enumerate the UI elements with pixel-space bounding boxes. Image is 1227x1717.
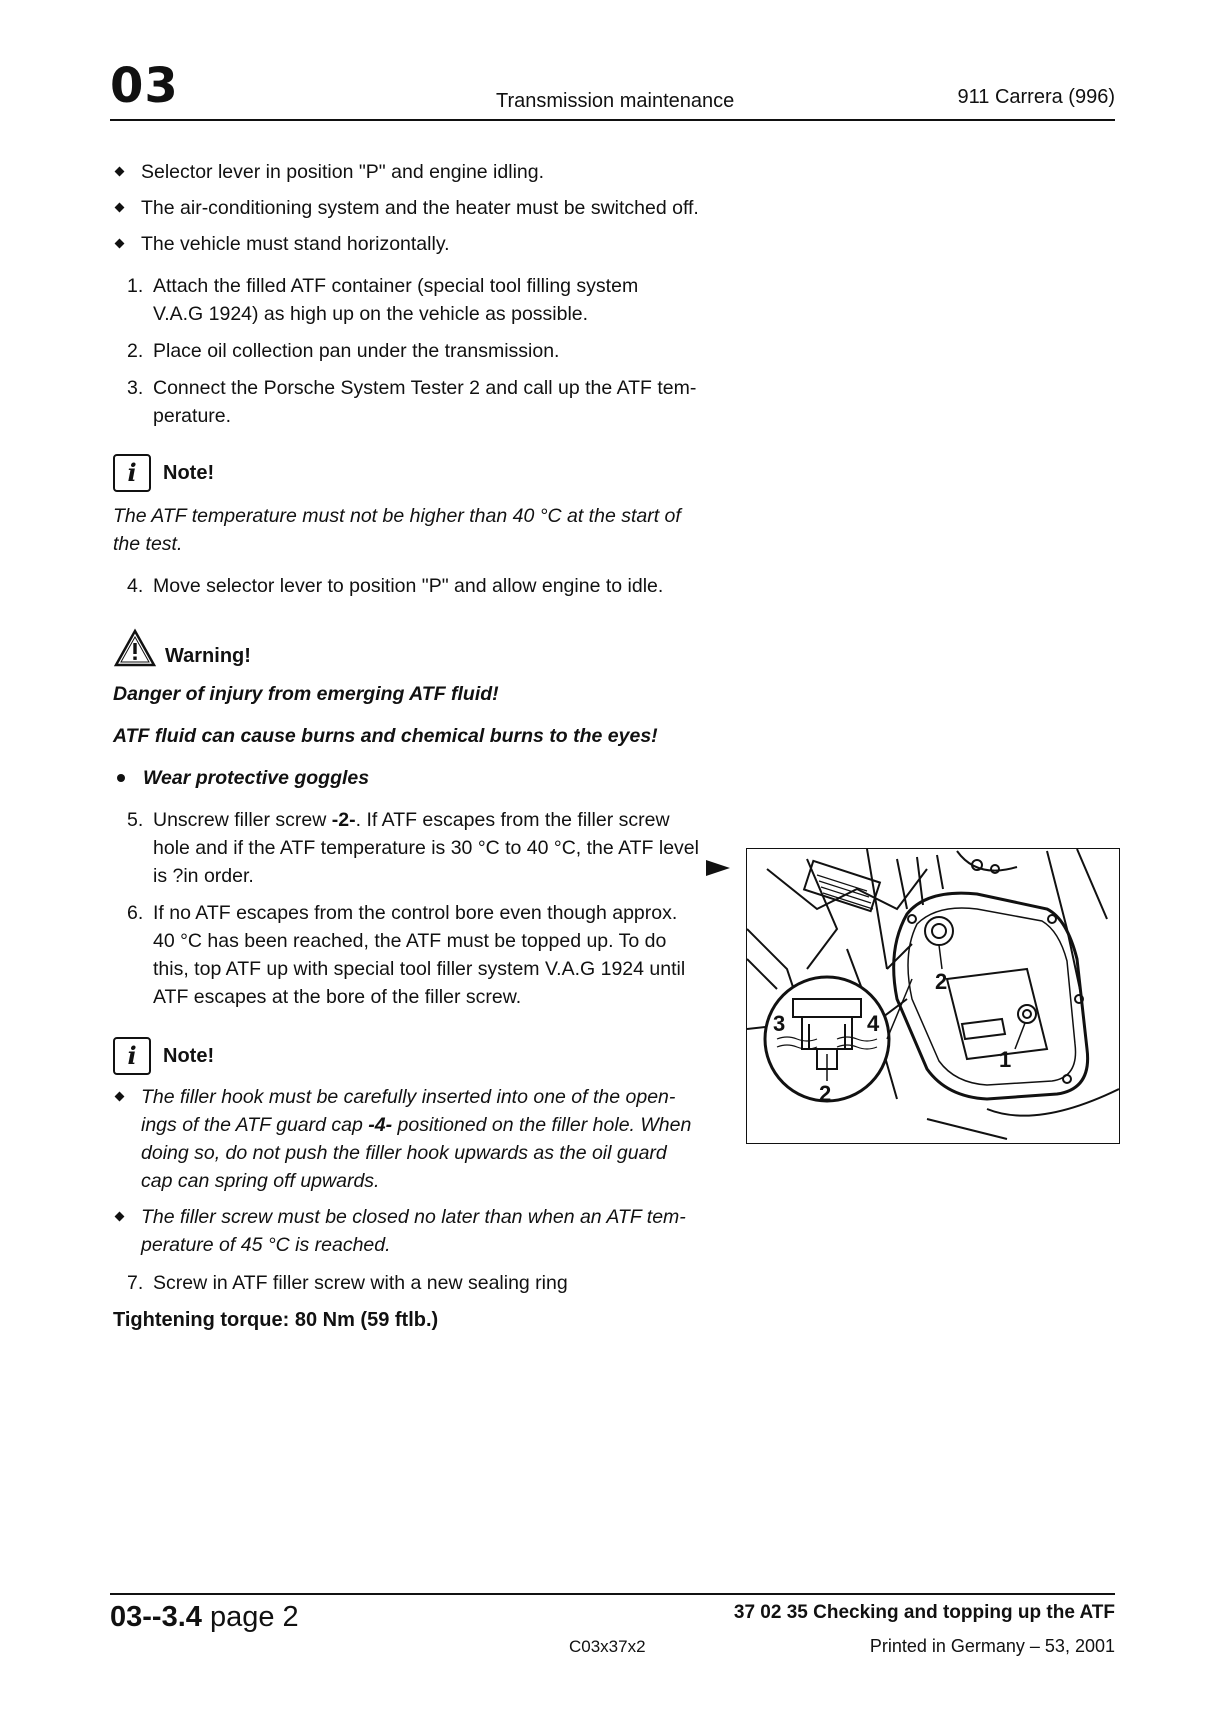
chapter-number: 03 xyxy=(110,58,179,114)
dot-bullet-icon xyxy=(117,774,125,782)
diamond-bullet-icon xyxy=(115,203,125,213)
step-item: 2. Place oil collection pan under the transmission. xyxy=(127,340,560,362)
step-list xyxy=(113,572,713,600)
step-item: 6. If no ATF escapes from the control bore even though approx. 40 °C has been reached, the ATF must be topped up. To do this, top ATF up with special tool filler system V.A.G 1924 until ATF escapes at the bore of the filler screw. xyxy=(127,902,686,1008)
list-item: The vehicle must stand horizontally. xyxy=(113,230,713,258)
diamond-bullet-icon xyxy=(115,1212,125,1222)
info-icon: i xyxy=(113,1037,151,1075)
tightening-torque: Tightening torque: 80 Nm (59 ftlb.) xyxy=(113,1309,439,1331)
diamond-bullet-icon xyxy=(115,239,125,249)
warning-triangle-icon xyxy=(113,628,157,668)
oil-pan-illustration xyxy=(747,849,1119,1143)
header-rule xyxy=(110,119,1115,121)
figure-pointer-icon xyxy=(706,860,730,876)
header-model: 911 Carrera (996) xyxy=(957,86,1115,108)
list-item: Selector lever in position "P" and engine idling. xyxy=(113,158,713,186)
info-icon: i xyxy=(113,454,151,492)
warning-heading: Warning! xyxy=(113,628,713,668)
step-item: 5. Unscrew filler screw -2-. If ATF escapes from the filler screw hole and if the ATF temperature is 30 °C to 40 °C, the ATF level is ?in order. xyxy=(127,809,699,887)
step-list xyxy=(113,1269,713,1297)
note-heading: i Note! xyxy=(113,454,713,492)
step-list xyxy=(113,272,713,430)
list-item: The filler hook must be carefully inserted into one of the open- ings of the ATF guard cap -4- positioned on the filler hole. When doing so, do not push the filler hook upwards as the oil guard cap can spring off upwards. xyxy=(113,1083,713,1195)
prerequisite-list xyxy=(113,158,713,258)
note-heading: i Note! xyxy=(113,1037,713,1075)
figure-label: 2 xyxy=(819,1081,832,1106)
figure-label: 3 xyxy=(773,1011,786,1036)
page-number: 03--3.4 page 2 xyxy=(110,1601,299,1633)
warning-bullet: Wear protective goggles xyxy=(113,764,713,792)
diamond-bullet-icon xyxy=(115,1092,125,1102)
figure-label: 2 xyxy=(935,969,948,994)
step-list xyxy=(113,806,713,1011)
warning-text: Danger of injury from emerging ATF fluid! xyxy=(113,683,499,705)
warning-text: ATF fluid can cause burns and chemical burns to the eyes! xyxy=(113,725,658,747)
list-item: The air-conditioning system and the heater must be switched off. xyxy=(113,194,713,222)
figure-label: 1 xyxy=(999,1047,1012,1072)
step-item: 3. Connect the Porsche System Tester 2 and call up the ATF tem- perature. xyxy=(127,377,697,427)
note-text: The ATF temperature must not be higher than 40 °C at the start of the test. xyxy=(113,505,681,555)
footer-section-title: 37 02 35 Checking and topping up the ATF xyxy=(733,1602,1115,1623)
page-body xyxy=(113,158,713,1334)
footer-printed: Printed in Germany – 53, 2001 xyxy=(869,1636,1115,1656)
step-item: 1. Attach the filled ATF container (special tool filling system V.A.G 1924) as high up on the vehicle as possible. xyxy=(127,275,639,325)
document-code: C03x37x2 xyxy=(569,1637,646,1656)
list-item: The filler screw must be closed no later than when an ATF tem- perature of 45 °C is reached. xyxy=(113,1203,713,1259)
step-item: 7. Screw in ATF filler screw with a new sealing ring xyxy=(127,1272,568,1294)
transmission-oil-pan-figure xyxy=(746,848,1120,1144)
note-list xyxy=(113,1083,713,1259)
figure-label: 4 xyxy=(867,1011,880,1036)
diamond-bullet-icon xyxy=(115,167,125,177)
step-item: 4. Move selector lever to position "P" and allow engine to idle. xyxy=(127,575,664,597)
footer-rule xyxy=(110,1593,1115,1595)
header-title: Transmission maintenance xyxy=(496,90,735,112)
